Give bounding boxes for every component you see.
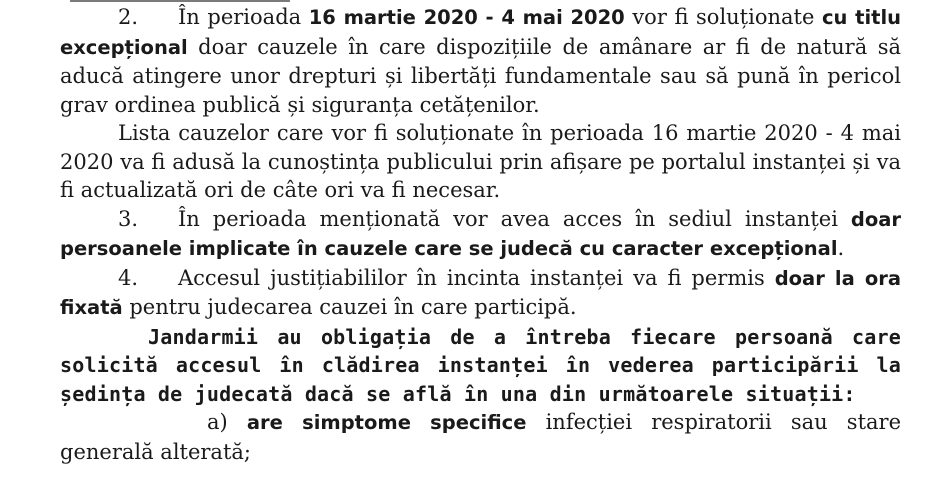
- paragraph-list: Lista cauzelor care vor fi soluționate în perioada 16 martie 2020 - 4 mai 2020 va fi adusă la cunoștința publicului prin afișare pe portalul instanței și va fi actualizată ori de câte ori va fi necesar.: [60, 121, 901, 202]
- text: Accesul justițiabililor în incinta instanței va fi permis: [178, 265, 775, 290]
- paragraph-number: 2.: [118, 5, 139, 29]
- paragraph-number: 3.: [118, 206, 139, 231]
- paragraph-number: 4.: [118, 265, 139, 290]
- item-a: [60, 408, 901, 466]
- cropped-heading-remnant: [70, 0, 290, 2]
- text: În perioada menționată vor avea acces în sediul instanței: [178, 206, 851, 231]
- text: infecției respiratorii sau stare generală alterată;: [60, 410, 901, 464]
- symptoms-bold: are simptome specifice: [246, 411, 527, 434]
- paragraph-4: [60, 264, 901, 323]
- paragraph-jandarmi: Jandarmii au obligația de a întreba fiecare persoană care solicită accesul în clădirea instanței în vederea participării la ședința de judecată dacă se află în una din următoarele situații:: [60, 324, 901, 406]
- access-bold: doar persoanele implicate în cauzele care se judecă cu caracter excepțional: [60, 207, 901, 260]
- paragraph-3: [60, 205, 901, 264]
- text: În perioada: [178, 5, 309, 29]
- item-label: a): [207, 410, 228, 434]
- text: pentru judecarea cauzei în care participă.: [122, 295, 577, 319]
- text: .: [837, 236, 845, 260]
- exceptional-bold: cu titlu excepțional: [60, 6, 902, 59]
- fixed-time-bold: doar la ora fixată: [60, 266, 901, 319]
- text: doar cauzele în care dispozițiile de amânare ar fi de natură să aducă atingere unor drepturi și libertăți fundamentale sau să pună în pericol grav ordinea publică și siguranța cetățenilor.: [60, 34, 901, 117]
- paragraph-2: [60, 3, 901, 119]
- date-range-bold: 16 martie 2020 - 4 mai 2020: [308, 6, 625, 29]
- text: vor fi soluționate: [624, 5, 822, 29]
